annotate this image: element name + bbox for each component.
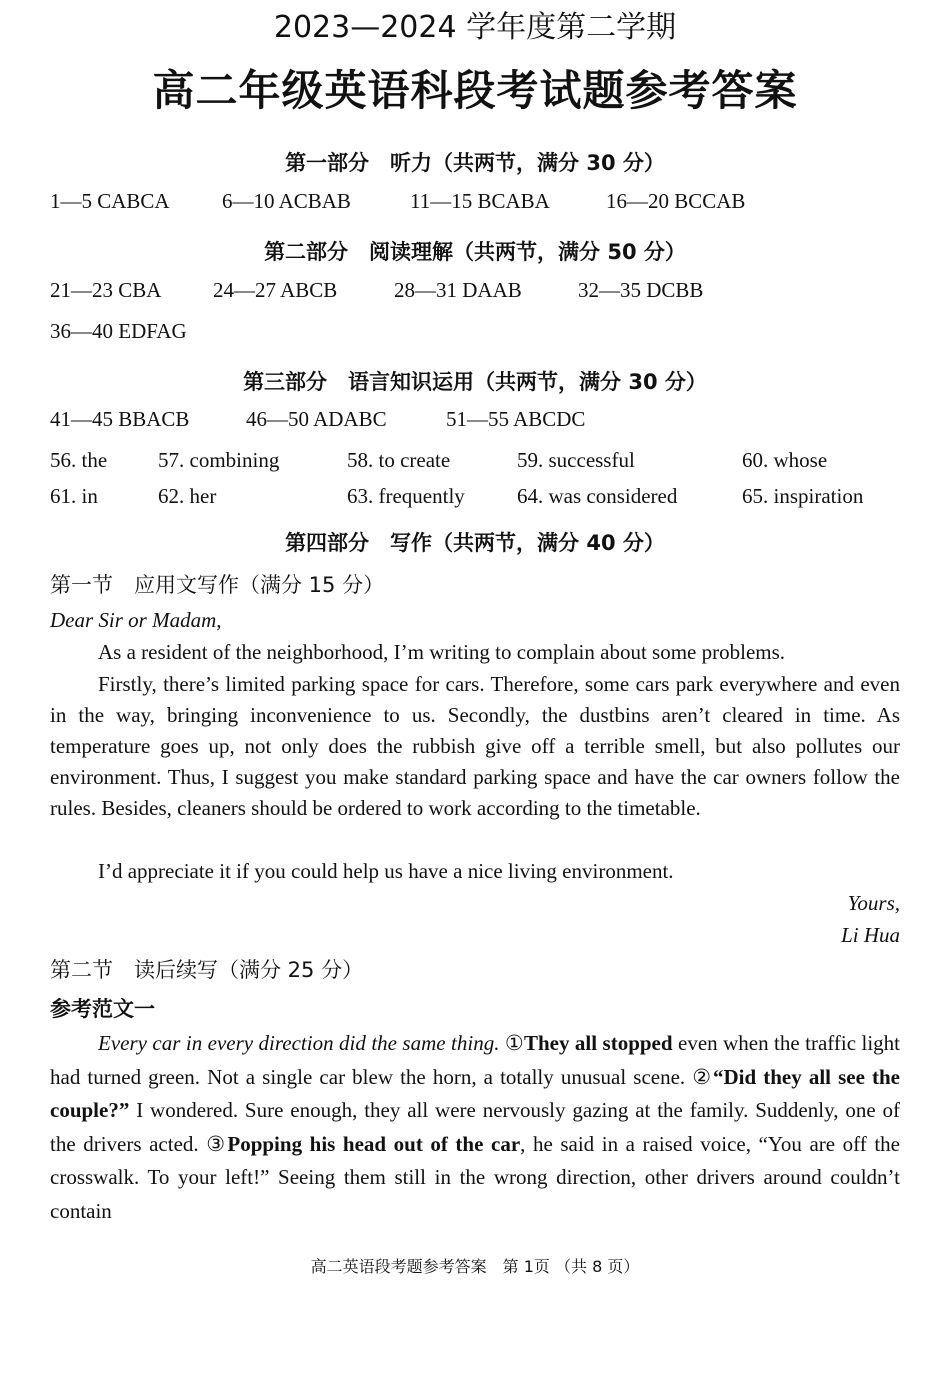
grammar-answer: 63. frequently xyxy=(347,484,465,508)
answer-group: 46—50 ADABC xyxy=(246,407,387,431)
essay-text: , he said in a raised voice, “You are off the crosswalk. To your left!” Seeing them still in the wrong direction, other drivers around couldn’t contain xyxy=(50,1131,900,1223)
answer-group: 28—31 DAAB xyxy=(394,278,522,302)
part2-heading: 第二部分 阅读理解（共两节，满分 50 分） xyxy=(264,240,686,264)
grammar-answer: 62. her xyxy=(158,484,217,508)
circled-marker: ③ xyxy=(206,1131,228,1156)
sample-essay-paragraph xyxy=(50,1027,900,1228)
answer-group: 1—5 CABCA xyxy=(50,189,170,213)
grammar-answer: 56. the xyxy=(50,448,108,472)
answer-group: 32—35 DCBB xyxy=(578,278,704,302)
letter-signature: Li Hua xyxy=(841,923,900,947)
grammar-answer: 61. in xyxy=(50,484,98,508)
answer-group: 36—40 EDFAG xyxy=(50,319,187,343)
essay-text: even when the traffic light had turned green. Not a single car blew the horn, a totally unusual scene. xyxy=(50,1031,901,1089)
answer-group: 41—45 BBACB xyxy=(50,407,190,431)
grammar-answer: 58. to create xyxy=(347,448,451,472)
page-footer: 高二英语段考题参考答案 第 1页 （共 8 页） xyxy=(310,1257,640,1276)
answer-group: 51—55 ABCDC xyxy=(446,407,586,431)
grammar-answer: 59. successful xyxy=(517,448,635,472)
page-title: 高二年级英语科段考试题参考答案 xyxy=(152,66,798,115)
grammar-answer: 65. inspiration xyxy=(742,484,864,508)
answer-group: 6—10 ACBAB xyxy=(222,189,351,213)
circled-marker: ① xyxy=(504,1031,524,1055)
section2-heading: 第二节 读后续写（满分 25 分） xyxy=(50,958,364,982)
highlighted-phrase: Popping his head out of the car xyxy=(227,1131,521,1156)
answer-group: 16—20 BCCAB xyxy=(606,189,746,213)
grammar-answer: 57. combining xyxy=(158,448,280,472)
grammar-answer: 60. whose xyxy=(742,448,828,472)
part3-heading: 第三部分 语言知识运用（共两节，满分 30 分） xyxy=(243,370,707,394)
answer-group: 21—23 CBA xyxy=(50,278,162,302)
answer-group: 11—15 BCABA xyxy=(410,189,550,213)
grammar-answer: 64. was considered xyxy=(517,484,678,508)
circled-marker: ② xyxy=(692,1064,713,1089)
term-heading: 2023—2024 学年度第二学期 xyxy=(273,10,677,45)
letter-paragraph: As a resident of the neighborhood, I’m writing to complain about some problems. xyxy=(98,640,786,664)
part4-heading: 第四部分 写作（共两节，满分 40 分） xyxy=(285,531,665,555)
sample-title: 参考范文一 xyxy=(50,997,155,1021)
part1-heading: 第一部分 听力（共两节，满分 30 分） xyxy=(285,151,665,175)
highlighted-phrase: “Did they all see the couple?” xyxy=(50,1064,900,1122)
letter-paragraph: I’d appreciate it if you could help us have a nice living environment. xyxy=(98,859,674,883)
answer-group: 24—27 ABCB xyxy=(213,278,338,302)
essay-text: I wondered. Sure enough, they all were nervously gazing at the family. Suddenly, one of the drivers acted. xyxy=(50,1098,900,1156)
letter-closing: Yours, xyxy=(847,891,900,915)
given-first-sentence: Every car in every direction did the same thing. xyxy=(98,1031,500,1055)
letter-paragraph: Firstly, there’s limited parking space for cars. Therefore, some cars park everywhere and even in the way, bringing inconvenience to us. Secondly, the dustbins aren’t cleared in time. As temperature goes up, not only does the rubbish give off a terrible smell, but also pollutes our environment. Thus, I suggest you make standard parking space and have the car owners follow the rules. Besides, cleaners should be ordered to work according to the timetable. xyxy=(50,672,900,820)
letter-salutation: Dear Sir or Madam, xyxy=(50,608,222,632)
section1-heading: 第一节 应用文写作（满分 15 分） xyxy=(50,573,385,597)
highlighted-phrase: They all stopped xyxy=(523,1031,673,1055)
